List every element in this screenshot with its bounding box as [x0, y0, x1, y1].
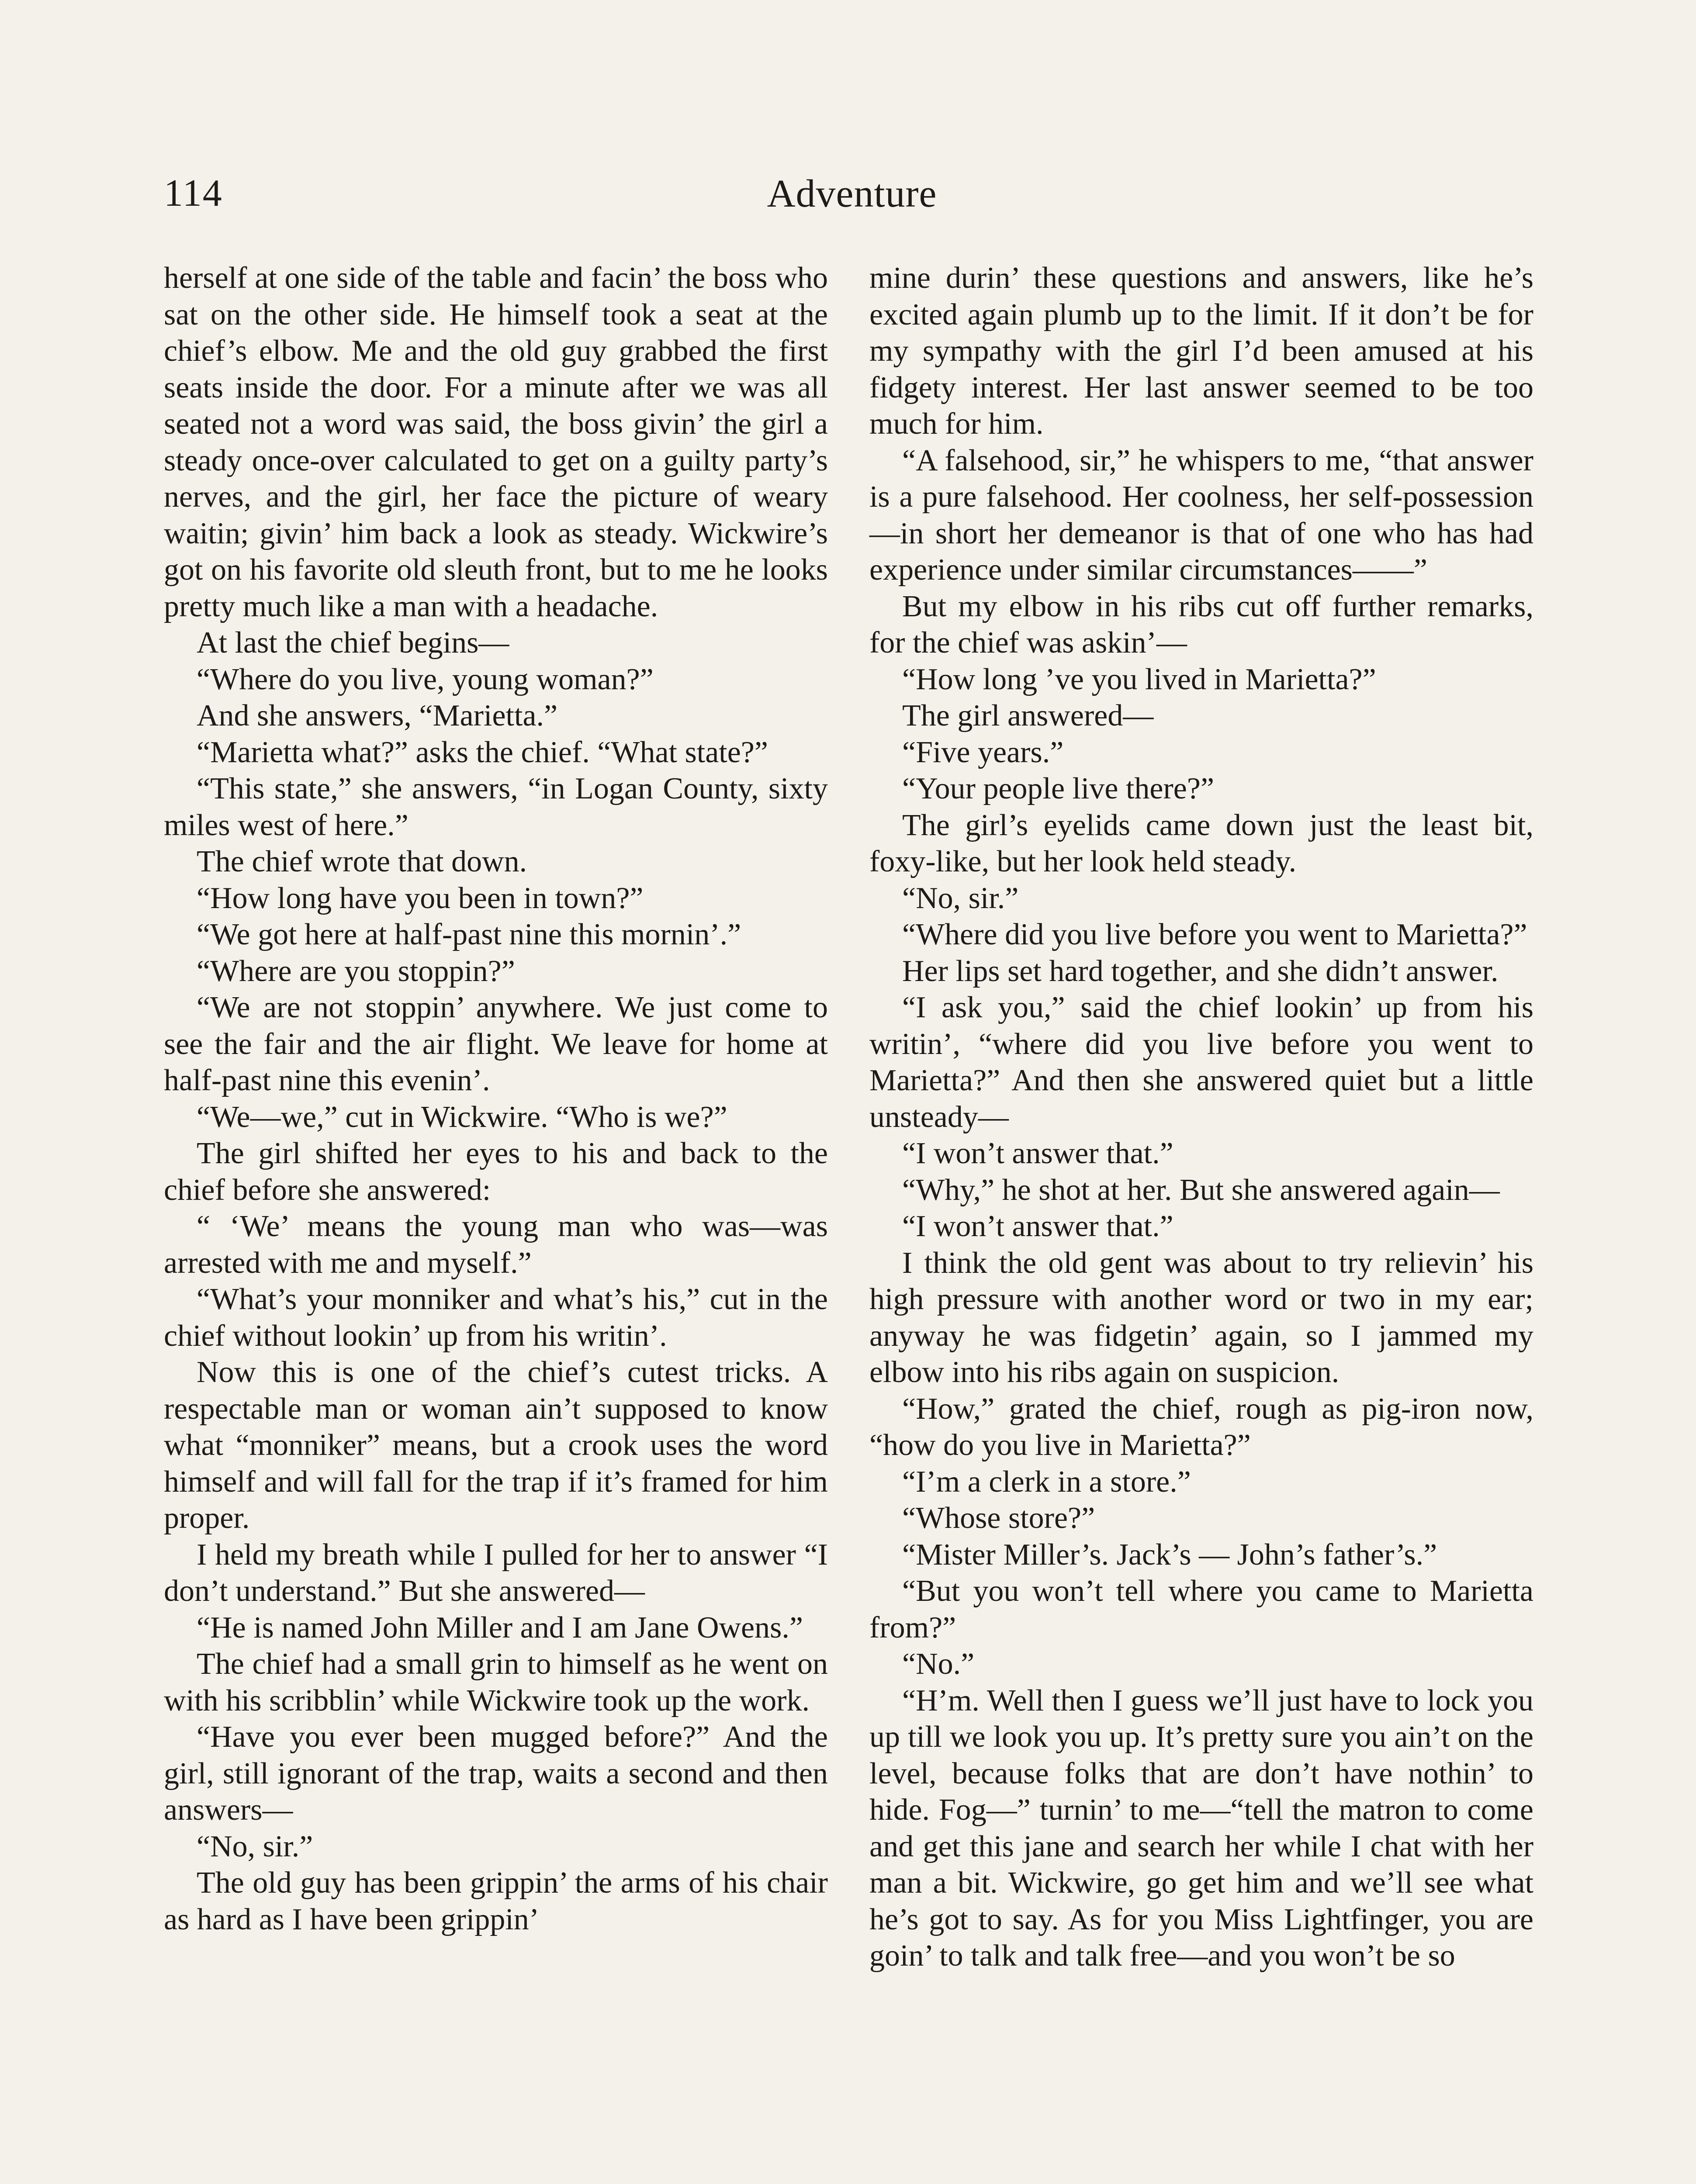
left-column [164, 260, 828, 1938]
paragraph: Her lips set hard together, and she didn’t answer. [902, 954, 1499, 988]
paragraph: Now this is one of the chief’s cutest tricks. A respectable man or woman ain’t supposed to know what “monniker” means, but a crook uses the word himself and will fall for the trap if it’s framed for him proper. [164, 1355, 828, 1535]
paragraph: “Where do you live, young woman?” [197, 662, 654, 696]
paragraph: “Where did you live before you went to Marietta?” [902, 918, 1527, 951]
paragraph: “No.” [902, 1647, 975, 1681]
paragraph: “No, sir.” [197, 1829, 313, 1863]
paragraph: And she answers, “Marietta.” [197, 699, 558, 733]
paragraph: “We—we,” cut in Wickwire. “Who is we?” [197, 1100, 727, 1134]
paragraph: “No, sir.” [902, 881, 1019, 915]
paragraph: “We got here at half-past nine this mornin’.” [197, 918, 741, 951]
page-number: 114 [164, 172, 223, 214]
paragraph: “Five years.” [902, 735, 1064, 769]
paragraph: I held my breath while I pulled for her to answer “I don’t understand.” But she answered— [164, 1538, 828, 1608]
paragraph: “Marietta what?” asks the chief. “What state?” [197, 735, 768, 769]
paragraph: I think the old gent was about to try relievin’ his high pressure with another word or two in my ear; anyway he was fidgetin’ again, so I jammed my elbow into his ribs again on suspicion. [869, 1246, 1533, 1389]
paragraph: “Why,” he shot at her. But she answered again— [902, 1173, 1500, 1207]
paragraph: The old guy has been grippin’ the arms of his chair as hard as I have been grippin’ [164, 1866, 828, 1936]
paragraph: The girl answered— [902, 699, 1154, 733]
paragraph: “How,” grated the chief, rough as pig-iron now, “how do you live in Marietta?” [869, 1392, 1533, 1462]
paragraph: “I won’t answer that.” [902, 1137, 1173, 1170]
paragraph: “I won’t answer that.” [902, 1209, 1173, 1243]
paragraph: The girl shifted her eyes to his and back to the chief before she answered: [164, 1137, 828, 1207]
paragraph: “How long ’ve you lived in Marietta?” [902, 662, 1376, 696]
paragraph: “Have you ever been mugged before?” And the girl, still ignorant of the trap, waits a second and then answers— [164, 1720, 828, 1827]
paragraph: “We are not stoppin’ anywhere. We just come to see the fair and the air flight. We leave for home at half-past nine this evenin’. [164, 991, 828, 1097]
paragraph: “I ask you,” said the chief lookin’ up from his writin’, “where did you live before you went to Marietta?” And then she answered quiet but a little unsteady— [869, 991, 1533, 1134]
paragraph: “Your people live there?” [902, 772, 1215, 805]
paragraph: “I’m a clerk in a store.” [902, 1465, 1191, 1499]
paragraph: The chief had a small grin to himself as he went on with his scribblin’ while Wickwire took up the work. [164, 1647, 828, 1717]
paragraph: The girl’s eyelids came down just the least bit, foxy-like, but her look held steady. [869, 808, 1533, 878]
paragraph: “He is named John Miller and I am Jane Owens.” [197, 1610, 803, 1645]
paragraph: mine durin’ these questions and answers, like he’s excited again plumb up to the limit. If it don’t be for my sympathy with the girl I’d been amused at his fidgety interest. Her last answer seemed to be too much for him. [869, 261, 1533, 441]
right-column [869, 260, 1533, 1974]
paragraph: “But you won’t tell where you came to Marietta from?” [869, 1574, 1533, 1645]
paragraph: “ ‘We’ means the young man who was—was arrested with me and myself.” [164, 1209, 828, 1280]
page-header [164, 171, 1540, 232]
paragraph: herself at one side of the table and facin’ the boss who sat on the other side. He himself took a seat at the chief’s elbow. Me and the old guy grabbed the first seats inside the door. For a minute after we was all seated not a word was said, the boss givin’ the girl a steady once-over calculated to get on a guilty party’s nerves, and the girl, her face the picture of weary waitin; givin’ him back a look as steady. Wickwire’s got on his favorite old sleuth front, but to me he looks pretty much like a man with a headache. [164, 261, 828, 623]
paragraph: “H’m. Well then I guess we’ll just have to lock you up till we look you up. It’s pretty sure you ain’t on the level, because folks that are don’t have nothin’ to hide. Fog—” turnin’ to me—“tell the matron to come and get this jane and search her while I chat with her man a bit. Wickwire, go get him and we’ll see what he’s got to say. As for you Miss Lightfinger, you are goin’ to talk and talk free—and you won’t be so [869, 1683, 1533, 1973]
paragraph: “Mister Miller’s. Jack’s — John’s father’s.” [902, 1538, 1437, 1572]
paragraph: “This state,” she answers, “in Logan County, sixty miles west of here.” [164, 772, 828, 842]
paragraph: “What’s your monniker and what’s his,” cut in the chief without lookin’ up from his writin’. [164, 1282, 828, 1353]
paragraph: “A falsehood, sir,” he whispers to me, “that answer is a pure falsehood. Her coolness, her self-possession—in short her demeanor is that of one who has had experience under similar circumstances——” [869, 443, 1533, 587]
paragraph: “Whose store?” [902, 1501, 1095, 1535]
paragraph: “Where are you stoppin?” [197, 954, 515, 988]
running-title: Adventure [767, 172, 937, 215]
paragraph: But my elbow in his ribs cut off further remarks, for the chief was askin’— [869, 589, 1533, 660]
paragraph: At last the chief begins— [197, 626, 509, 660]
paragraph: “How long have you been in town?” [197, 881, 644, 915]
paragraph: The chief wrote that down. [197, 845, 527, 878]
